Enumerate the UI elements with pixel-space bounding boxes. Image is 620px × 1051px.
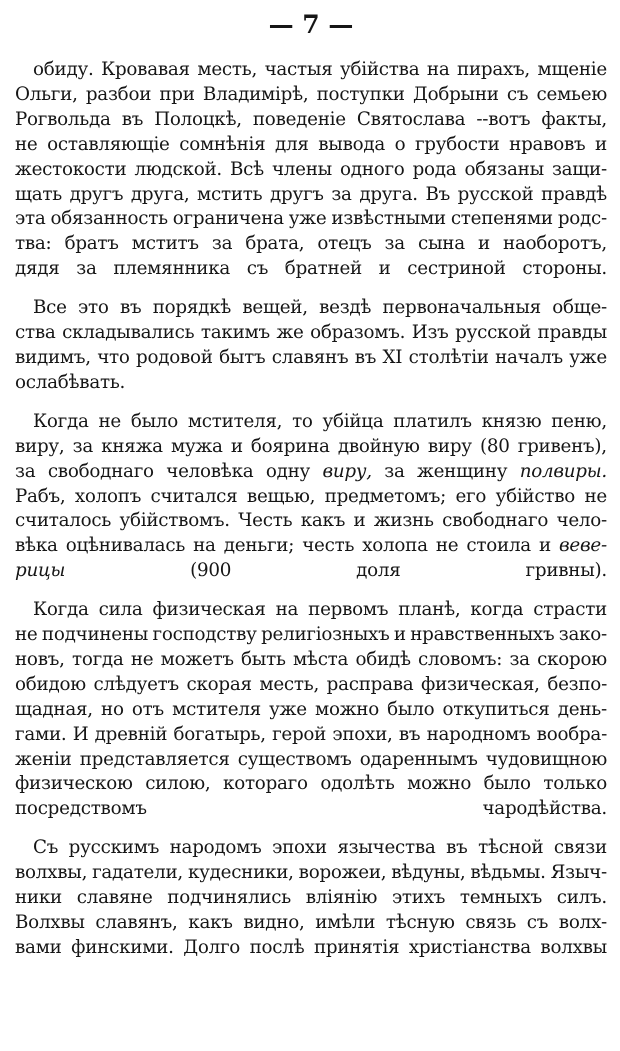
text-line bbox=[15, 509, 607, 534]
word: видимъ, bbox=[15, 346, 91, 368]
word: Кровавая bbox=[101, 59, 190, 80]
word: откупиться bbox=[442, 698, 550, 720]
word: язычества bbox=[337, 837, 436, 859]
word: Волхвы bbox=[15, 912, 85, 933]
text-line bbox=[15, 371, 607, 396]
word: существомъ bbox=[237, 748, 352, 770]
text-line bbox=[15, 321, 607, 346]
text-line bbox=[15, 598, 607, 623]
word: не bbox=[130, 648, 154, 670]
word: XI bbox=[382, 346, 403, 368]
word: господству bbox=[152, 624, 257, 646]
word: богатырь, bbox=[173, 723, 266, 745]
text-line bbox=[15, 410, 607, 435]
word: вообра- bbox=[536, 723, 607, 745]
word: виру, bbox=[15, 435, 65, 457]
word: вещью, bbox=[246, 485, 316, 507]
word: для bbox=[275, 133, 309, 155]
text-line bbox=[15, 296, 607, 321]
word: мстителя, bbox=[187, 410, 283, 432]
word: брата, bbox=[245, 233, 305, 255]
word: эта bbox=[15, 208, 46, 230]
word: но bbox=[101, 698, 124, 720]
word: можно bbox=[407, 773, 472, 795]
word: стоила bbox=[466, 535, 531, 557]
word: образомъ. bbox=[310, 322, 406, 344]
word: на bbox=[275, 599, 299, 621]
word: планѣ, bbox=[398, 599, 461, 621]
word: факты, bbox=[541, 108, 607, 130]
word: отецъ bbox=[317, 233, 372, 255]
word: физическою bbox=[15, 773, 133, 795]
word: было bbox=[130, 410, 178, 432]
word: эпохи bbox=[272, 837, 327, 859]
paragraph-gap bbox=[15, 396, 607, 410]
word: тѣсной bbox=[478, 837, 544, 859]
word: только bbox=[543, 773, 607, 795]
word: Всѣ bbox=[229, 158, 264, 180]
text-line bbox=[15, 911, 607, 936]
word: правды bbox=[537, 322, 607, 344]
word: на bbox=[193, 535, 216, 557]
word: отъ bbox=[131, 698, 164, 720]
word: не bbox=[98, 410, 121, 432]
word: тва: bbox=[15, 233, 52, 255]
word: княжа bbox=[101, 435, 163, 457]
word: физическая bbox=[152, 599, 266, 621]
word: грубости bbox=[414, 133, 500, 155]
word: древній bbox=[94, 723, 168, 745]
book-page bbox=[15, 10, 607, 961]
word: виру bbox=[427, 435, 472, 457]
word: за bbox=[15, 460, 36, 482]
word: Рогвольда bbox=[15, 108, 111, 130]
word: не bbox=[15, 624, 38, 646]
word: рода bbox=[412, 158, 457, 180]
word: щать bbox=[15, 183, 62, 205]
word: въ bbox=[354, 346, 377, 368]
word: славянъ bbox=[271, 346, 349, 368]
word: волхвы, bbox=[15, 862, 88, 884]
word: князю bbox=[481, 410, 542, 432]
text-segment: (900 доля гривны). bbox=[65, 560, 607, 582]
word: ограничена bbox=[172, 208, 284, 230]
word: поведеніе bbox=[252, 108, 346, 130]
word: котораго bbox=[223, 773, 308, 795]
word: деньги; bbox=[223, 535, 295, 557]
line-text: дядя за племянника съ братней и сестриной стороны. bbox=[15, 258, 607, 280]
word: вездѣ bbox=[319, 297, 372, 319]
word: родс- bbox=[557, 208, 607, 230]
word: тогда bbox=[71, 648, 124, 670]
text-line bbox=[15, 673, 607, 698]
text-line bbox=[15, 158, 607, 183]
word: считалось bbox=[15, 510, 112, 532]
word: Съ bbox=[33, 837, 59, 859]
word: имѣли bbox=[315, 912, 376, 933]
word: одолѣть bbox=[320, 773, 395, 795]
word: первоначальныя bbox=[382, 297, 541, 319]
word: уже bbox=[569, 346, 607, 368]
word: такимъ bbox=[200, 322, 270, 344]
text-line bbox=[15, 559, 607, 584]
word: за bbox=[72, 435, 94, 457]
word: мстителя bbox=[172, 698, 261, 720]
word: не bbox=[15, 133, 38, 155]
word: можетъ bbox=[160, 648, 234, 670]
word: народномъ bbox=[426, 723, 531, 745]
word: Въ bbox=[425, 183, 451, 205]
text-line bbox=[15, 460, 607, 485]
word: же bbox=[276, 322, 304, 344]
word: наоборотъ, bbox=[503, 233, 607, 255]
word: месть, bbox=[259, 673, 320, 695]
word: вещей, bbox=[242, 297, 308, 319]
word: русской bbox=[457, 183, 534, 205]
word: расправа bbox=[326, 673, 414, 695]
word: за bbox=[384, 460, 405, 482]
word: одну bbox=[265, 460, 311, 482]
text-line bbox=[15, 748, 607, 773]
word: за bbox=[509, 648, 530, 670]
text-line bbox=[15, 207, 607, 232]
text-line bbox=[15, 133, 607, 158]
word: о bbox=[394, 133, 406, 155]
word: Когда bbox=[33, 410, 89, 432]
word: считался bbox=[150, 485, 238, 507]
word: холопъ bbox=[74, 485, 142, 507]
line-text: посредствомъ чародѣйства. bbox=[15, 798, 607, 820]
word: одареннымъ bbox=[359, 748, 478, 770]
text-line bbox=[15, 83, 607, 108]
word: за bbox=[211, 233, 233, 255]
word: какъ bbox=[188, 912, 233, 933]
word: обязанность bbox=[50, 208, 168, 230]
word: свободнаго bbox=[442, 510, 549, 532]
paragraph-gap bbox=[15, 822, 607, 836]
paragraph bbox=[15, 598, 607, 822]
word: зако- bbox=[558, 624, 607, 646]
word: Честь bbox=[238, 510, 293, 532]
word: и bbox=[393, 624, 406, 646]
word: связи bbox=[553, 837, 607, 859]
word: эпохи, bbox=[332, 723, 393, 745]
text-line bbox=[15, 257, 607, 282]
word: сомнѣнія bbox=[179, 133, 266, 155]
word: боярина bbox=[250, 435, 330, 457]
word: оцѣнивалась bbox=[65, 535, 186, 557]
word: физическая, bbox=[421, 673, 540, 695]
text-line bbox=[15, 108, 607, 133]
word: семьею bbox=[536, 83, 607, 105]
paragraph bbox=[15, 296, 607, 396]
word: Языч- bbox=[550, 862, 607, 884]
word: страсти bbox=[533, 599, 607, 621]
word: тѣсную bbox=[385, 912, 455, 933]
word: въ bbox=[398, 723, 421, 745]
word: въ bbox=[119, 297, 142, 319]
word: Рабъ, bbox=[15, 485, 66, 507]
word: холопа bbox=[362, 535, 428, 557]
word: предметомъ; bbox=[324, 485, 447, 507]
word: частыя bbox=[264, 59, 333, 80]
word: вѣка bbox=[15, 535, 58, 557]
word: безпо- bbox=[547, 673, 607, 695]
word: новъ, bbox=[15, 648, 65, 670]
word: свободнаго bbox=[47, 460, 154, 482]
word: Полоцкѣ, bbox=[154, 108, 242, 130]
word: день- bbox=[557, 698, 607, 720]
text-line bbox=[15, 836, 607, 861]
text-line bbox=[15, 346, 607, 371]
word: видно, bbox=[243, 912, 305, 933]
word: виру, bbox=[322, 460, 372, 482]
word: братъ bbox=[64, 233, 119, 255]
word: другъ bbox=[69, 183, 124, 205]
word: извѣстными bbox=[331, 208, 446, 230]
word: и bbox=[353, 510, 366, 532]
word: русской bbox=[455, 322, 531, 344]
word: Когда bbox=[33, 599, 89, 621]
word: обидѣ bbox=[355, 648, 411, 670]
word: представляется bbox=[79, 748, 230, 770]
italic-text: рицы bbox=[15, 560, 66, 582]
word: нравовъ bbox=[509, 133, 586, 155]
word: не bbox=[435, 535, 459, 557]
word: честь bbox=[302, 535, 355, 557]
text-line bbox=[15, 232, 607, 257]
word: этихъ bbox=[391, 887, 446, 909]
word: вѣдуны, bbox=[391, 862, 466, 884]
word: быть bbox=[241, 648, 286, 670]
word: силою, bbox=[145, 773, 211, 795]
word: скорою bbox=[537, 648, 607, 670]
word: убійца bbox=[322, 410, 384, 432]
word: другъ bbox=[270, 183, 324, 205]
word: гами. bbox=[15, 723, 67, 745]
text-line bbox=[15, 648, 607, 673]
word: при bbox=[159, 83, 195, 105]
word: убійство bbox=[495, 485, 576, 507]
text-line bbox=[15, 534, 607, 559]
word: не bbox=[584, 485, 607, 507]
text-line bbox=[15, 698, 607, 723]
line-text: вами финскими. Долго послѣ принятія христіанства волхвы bbox=[15, 936, 607, 958]
word: кудесники, bbox=[187, 862, 294, 884]
word: месть, bbox=[197, 59, 258, 80]
word: за bbox=[331, 183, 352, 205]
word: убійства bbox=[340, 59, 420, 80]
word: скорая bbox=[186, 673, 252, 695]
word: Ольги, bbox=[15, 83, 78, 105]
word: на bbox=[426, 59, 450, 80]
word: темныхъ bbox=[459, 887, 542, 909]
word: щадная, bbox=[15, 698, 93, 720]
word: жестокости bbox=[15, 158, 127, 180]
word: полвиры. bbox=[519, 460, 607, 482]
word: религіозныхъ bbox=[261, 624, 390, 646]
word: бытъ bbox=[219, 346, 266, 368]
word: гадатели, bbox=[92, 862, 183, 884]
word: въ bbox=[121, 108, 144, 130]
paragraph bbox=[15, 410, 607, 584]
text-line bbox=[15, 58, 607, 83]
word: ства bbox=[15, 322, 56, 344]
word: веве- bbox=[559, 535, 607, 557]
word: Владимірѣ, bbox=[202, 83, 309, 105]
word: подчинены bbox=[41, 624, 149, 646]
word: (80 bbox=[479, 435, 510, 457]
word: вывода bbox=[318, 133, 386, 155]
word: силъ. bbox=[556, 887, 607, 909]
text-line bbox=[15, 183, 607, 208]
word: защи- bbox=[551, 158, 607, 180]
word: когда bbox=[470, 599, 524, 621]
word: въ bbox=[446, 837, 468, 859]
word: связь bbox=[465, 912, 517, 933]
word: и bbox=[477, 233, 490, 255]
text-line bbox=[15, 435, 607, 460]
word: герой bbox=[272, 723, 327, 745]
word: разбои bbox=[85, 83, 152, 105]
word: убійствомъ. bbox=[119, 510, 230, 532]
word: и bbox=[595, 133, 607, 155]
word: можно bbox=[315, 698, 379, 720]
word: Все bbox=[33, 297, 67, 319]
text-line bbox=[15, 485, 607, 510]
word: началъ bbox=[495, 346, 563, 368]
word: пирахъ, bbox=[457, 59, 530, 80]
word: слѣдуетъ bbox=[93, 673, 179, 695]
word: какъ bbox=[300, 510, 346, 532]
text-line bbox=[15, 772, 607, 797]
word: гривенъ), bbox=[517, 435, 607, 457]
word: обще- bbox=[552, 297, 607, 319]
word: словомъ: bbox=[418, 648, 503, 670]
word: народомъ bbox=[169, 837, 262, 859]
word: Святослава bbox=[356, 108, 466, 130]
word: мщеніе bbox=[537, 59, 607, 80]
word: славяне bbox=[76, 887, 153, 909]
word: --вотъ bbox=[476, 108, 531, 130]
text-line bbox=[15, 797, 607, 822]
word: поступки bbox=[316, 83, 405, 105]
word: съ bbox=[526, 912, 549, 933]
line-text: ослабѣвать. bbox=[15, 371, 126, 393]
word: первомъ bbox=[308, 599, 389, 621]
word: друга. bbox=[359, 183, 418, 205]
word: члены bbox=[271, 158, 332, 180]
word: оставляющіе bbox=[47, 133, 170, 155]
word: Добрыни bbox=[412, 83, 499, 105]
word: женщину bbox=[417, 460, 508, 482]
word: мужа bbox=[170, 435, 223, 457]
word: чудовищною bbox=[485, 748, 607, 770]
body-text bbox=[15, 58, 607, 961]
word: то bbox=[292, 410, 313, 432]
paragraph bbox=[15, 58, 607, 282]
word: людской. bbox=[134, 158, 222, 180]
word: съ bbox=[506, 83, 529, 105]
word: родовой bbox=[136, 346, 213, 368]
word: чело- bbox=[556, 510, 607, 532]
word: за bbox=[384, 233, 405, 255]
word: порядкѣ bbox=[152, 297, 232, 319]
word: обязаны bbox=[464, 158, 544, 180]
text-line bbox=[15, 886, 607, 911]
word: двойную bbox=[337, 435, 420, 457]
word: это bbox=[78, 297, 109, 319]
word: славянъ, bbox=[95, 912, 178, 933]
word: женіи bbox=[15, 748, 72, 770]
word: ворожеи, bbox=[298, 862, 387, 884]
word: и bbox=[230, 435, 243, 457]
text-line bbox=[15, 623, 607, 648]
word: обидою bbox=[15, 673, 86, 695]
word: мститъ bbox=[131, 233, 199, 255]
word: жизнь bbox=[373, 510, 434, 532]
word: столѣтіи bbox=[408, 346, 489, 368]
word: складывались bbox=[62, 322, 195, 344]
word: его bbox=[455, 485, 487, 507]
word: русскимъ bbox=[68, 837, 160, 859]
word: что bbox=[97, 346, 130, 368]
word: платилъ bbox=[393, 410, 472, 432]
word: и bbox=[539, 535, 551, 557]
word: уже bbox=[269, 698, 307, 720]
word: друга, bbox=[130, 183, 190, 205]
paragraph bbox=[15, 836, 607, 961]
word: человѣка bbox=[166, 460, 254, 482]
word: ники bbox=[15, 887, 62, 909]
text-line bbox=[15, 723, 607, 748]
word: Изъ bbox=[411, 322, 449, 344]
word: нравственныхъ bbox=[410, 624, 555, 646]
paragraph-gap bbox=[15, 584, 607, 598]
word: вѣдьмы. bbox=[470, 862, 546, 884]
text-line bbox=[15, 936, 607, 961]
word: степенями bbox=[450, 208, 553, 230]
word: одного bbox=[340, 158, 405, 180]
word: волх- bbox=[558, 912, 607, 933]
word: мстить bbox=[197, 183, 263, 205]
word: мѣста bbox=[292, 648, 349, 670]
word: было bbox=[483, 773, 531, 795]
paragraph-gap bbox=[15, 282, 607, 296]
page-number: — 7 — bbox=[268, 10, 354, 39]
word: пеню, bbox=[551, 410, 607, 432]
word: уже bbox=[288, 208, 327, 230]
word: обиду. bbox=[33, 59, 94, 80]
word: вліянію bbox=[305, 887, 378, 909]
word: было bbox=[387, 698, 435, 720]
word: правдѣ bbox=[541, 183, 607, 205]
text-line bbox=[15, 861, 607, 886]
word: сила bbox=[98, 599, 143, 621]
word: И bbox=[72, 723, 89, 745]
word: подчинялись bbox=[167, 887, 291, 909]
word: сына bbox=[418, 233, 465, 255]
